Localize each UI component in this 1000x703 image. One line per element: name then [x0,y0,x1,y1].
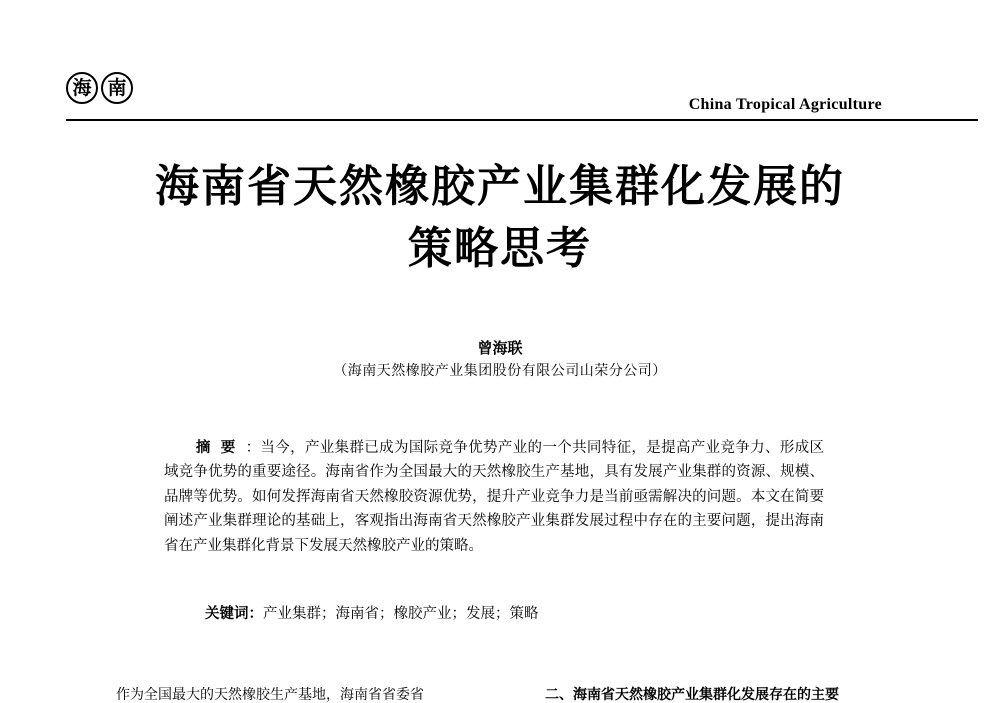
abstract-label: 摘要 [195,440,246,456]
header-rule [66,119,978,121]
abstract [164,436,824,558]
author-name: 曾海联 [477,339,523,357]
keywords [205,602,539,623]
article-title-line-2: 策略思考 [408,223,592,274]
section-badge [66,72,133,104]
body-left-column-text: 作为全国最大的天然橡胶生产基地，海南省省委省 [116,687,424,703]
abstract-separator: ： [245,440,261,456]
section-badge-char-2: 南 [101,72,133,104]
article-title-line-1: 海南省天然橡胶产业集群化发展的 [155,161,845,212]
author-affiliation: （海南天然橡胶产业集团股份有限公司山荣分公司） [333,363,667,379]
body-right-column-heading: 二、海南省天然橡胶产业集群化发展存在的主要 [545,687,839,703]
keywords-text: 产业集群；海南省；橡胶产业；发展；策略 [263,606,539,622]
article-title [0,156,1000,280]
abstract-text: 当今，产业集群已成为国际竞争优势产业的一个共同特征，是提高产业竞争力、形成区域竞争优势的重要途径。海南省作为全国最大的天然橡胶生产基地，具有发展产业集群的资源、规模、品牌等优势。如何发挥海南省天然橡胶资源优势，提升产业竞争力是当前亟需解决的问题。本文在简要阐述产业集群理论的基础上，客观指出海南省天然橡胶产业集群发展过程中存在的主要问题，提出海南省在产业集群化背景下发展天然橡胶产业的策略。 [164,440,825,554]
journal-name: China Tropical Agriculture [688,96,882,113]
keywords-label: 关键词： [205,606,263,622]
section-badge-char-1: 海 [66,72,98,104]
